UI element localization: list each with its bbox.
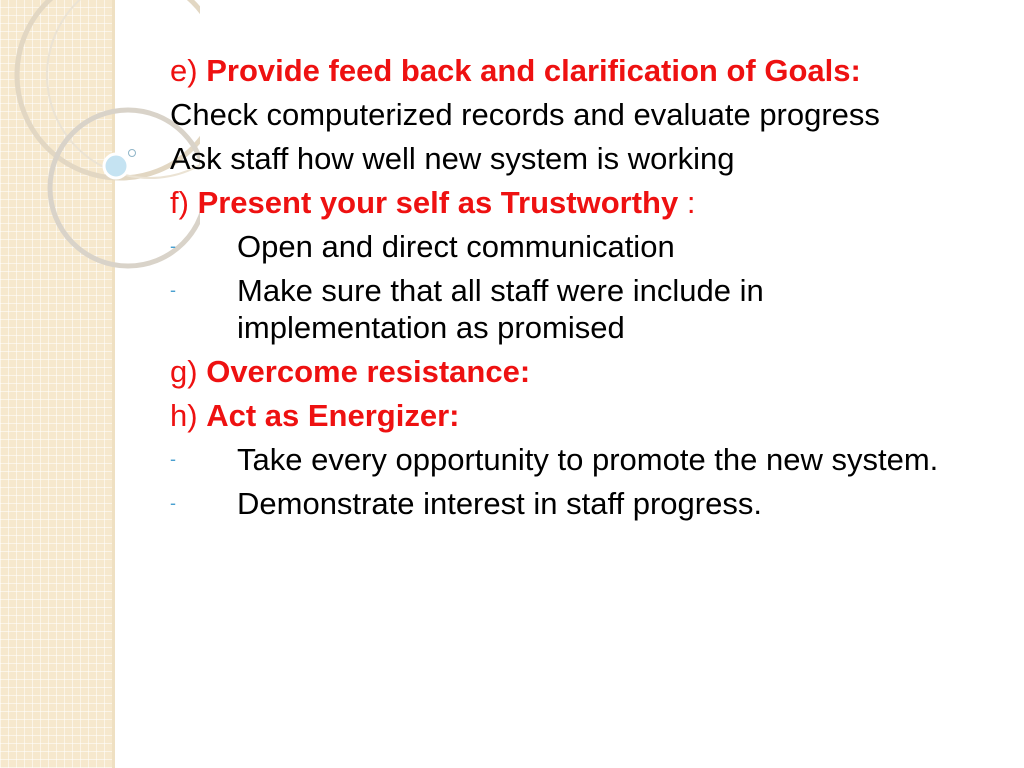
dash-item-text: Make sure that all staff were include in implementation as promised [237,273,764,345]
dash-item-text: Demonstrate interest in staff progress. [237,486,762,521]
dash-bullet-icon: - [170,280,176,300]
dash-item [170,272,960,346]
item-heading: Present your self as Trustworthy [197,185,679,220]
item-heading: Act as Energizer: [206,398,460,433]
item-label: e) [170,53,198,88]
dash-bullet-icon: - [170,449,176,469]
dash-item-text: Take every opportunity to promote the new system. [237,442,939,477]
dash-bullet-icon: - [170,236,176,256]
item-heading: Provide feed back and clarification of Goals: [206,53,861,88]
slide-content [170,52,960,529]
item-label: f) [170,185,189,220]
dash-item [170,228,960,265]
dash-item [170,485,960,522]
heading-g [170,353,960,390]
dash-item-text: Open and direct communication [237,229,675,264]
item-heading: Overcome resistance: [206,354,531,389]
item-label: h) [170,398,198,433]
body-line: Ask staff how well new system is working [170,141,735,176]
dash-bullet-icon: - [170,493,176,513]
item-label: g) [170,354,198,389]
heading-h [170,397,960,434]
heading-e [170,52,960,89]
bullet-ring-icon [128,149,136,157]
dash-item [170,441,960,478]
body-line: Check computerized records and evaluate progress [170,97,880,132]
item-suffix: : [686,185,696,220]
heading-f [170,184,960,221]
